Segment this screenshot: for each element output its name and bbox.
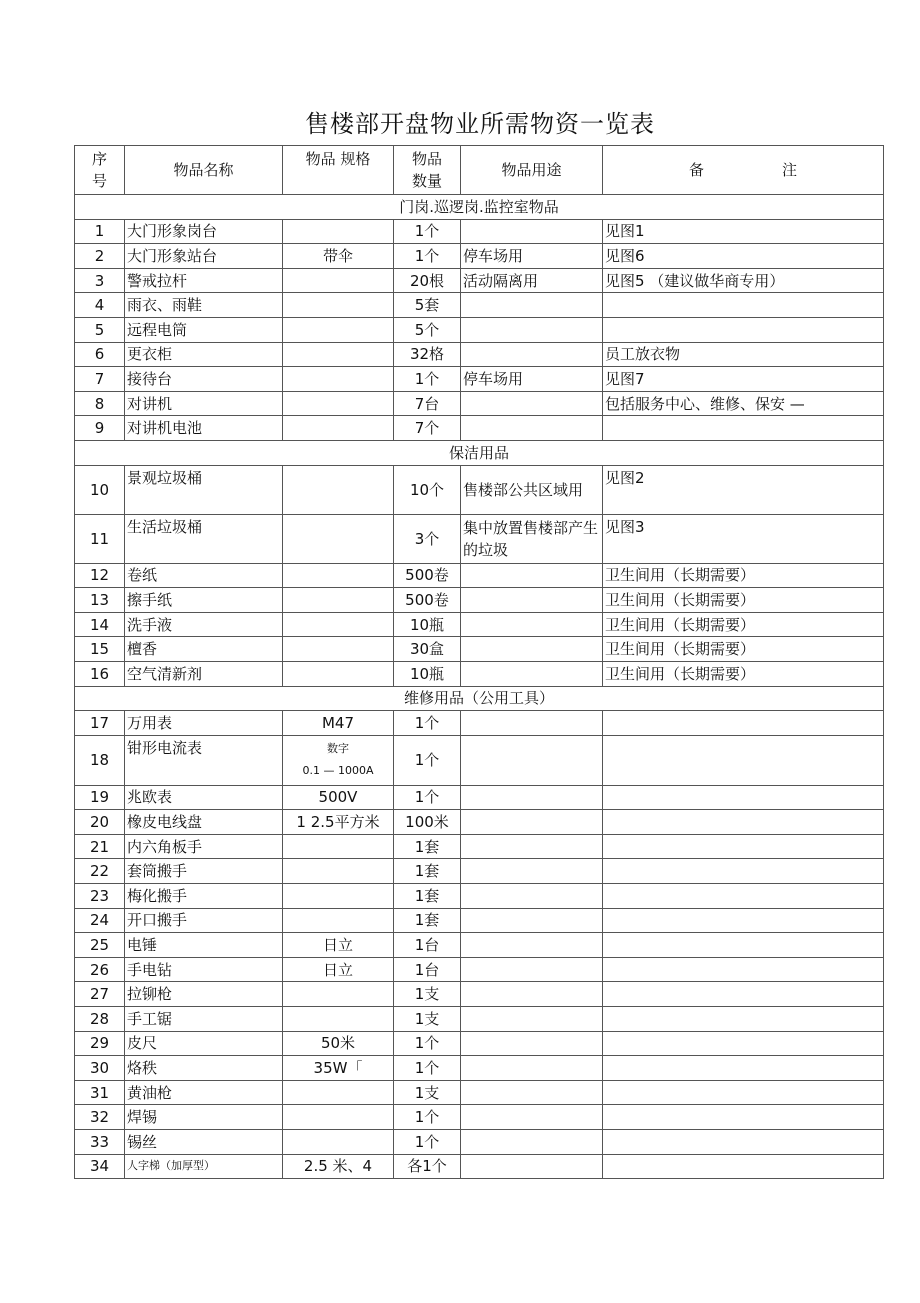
cell-name: 更衣柜 [125,342,283,367]
cell-note: 包括服务中心、维修、保安 — [603,391,884,416]
cell-name: 内六角板手 [125,834,283,859]
cell-qty: 10个 [394,465,461,514]
table-row [75,637,884,662]
cell-name: 接待台 [125,367,283,392]
cell-use [461,637,603,662]
cell-spec: M47 [283,711,394,736]
cell-spec [283,514,394,563]
cell-spec [283,219,394,244]
cell-no: 15 [75,637,125,662]
cell-no: 23 [75,884,125,909]
cell-no: 1 [75,219,125,244]
table-row [75,661,884,686]
table-row [75,612,884,637]
cell-spec [283,1080,394,1105]
cell-use [461,391,603,416]
cell-spec [283,661,394,686]
cell-name: 烙秩 [125,1056,283,1081]
cell-name: 远程电筒 [125,317,283,342]
cell-name: 大门形象岗台 [125,219,283,244]
header-qty [394,146,461,195]
cell-name: 橡皮电线盘 [125,810,283,835]
cell-note [603,1154,884,1179]
cell-use [461,588,603,613]
cell-no: 2 [75,244,125,269]
table-row [75,367,884,392]
cell-use [461,219,603,244]
table-row [75,735,884,785]
cell-note [603,1007,884,1032]
cell-spec [283,884,394,909]
cell-no: 6 [75,342,125,367]
cell-no: 4 [75,293,125,318]
cell-spec: 日立 [283,957,394,982]
cell-name: 万用表 [125,711,283,736]
cell-qty: 20根 [394,268,461,293]
cell-note [603,1130,884,1155]
cell-qty: 500卷 [394,588,461,613]
cell-spec [283,588,394,613]
cell-no: 7 [75,367,125,392]
table-row [75,884,884,909]
cell-spec [283,465,394,514]
cell-use [461,785,603,810]
cell-note: 见图1 [603,219,884,244]
cell-name: 卷纸 [125,563,283,588]
cell-qty: 32格 [394,342,461,367]
cell-spec [283,1130,394,1155]
cell-spec: 500V [283,785,394,810]
cell-qty: 7个 [394,416,461,441]
header-spec: 物品 规格 [283,146,394,195]
cell-note [603,933,884,958]
section-title: 保洁用品 [75,440,884,465]
section-row [75,686,884,711]
cell-name: 大门形象站台 [125,244,283,269]
cell-name: 手工锯 [125,1007,283,1032]
cell-use [461,293,603,318]
cell-no: 17 [75,711,125,736]
cell-use [461,735,603,785]
cell-no: 16 [75,661,125,686]
table-row [75,1105,884,1130]
table-row [75,957,884,982]
cell-use: 活动隔离用 [461,268,603,293]
cell-no: 28 [75,1007,125,1032]
cell-use [461,612,603,637]
cell-no: 12 [75,563,125,588]
cell-spec-bottom: 0.1 — 1000A [302,764,374,778]
cell-spec [283,859,394,884]
cell-spec [283,367,394,392]
cell-use [461,859,603,884]
cell-qty: 1个 [394,711,461,736]
cell-note [603,1105,884,1130]
cell-spec-top: 数字 [327,742,349,756]
cell-qty: 1套 [394,859,461,884]
cell-use [461,1056,603,1081]
cell-use [461,711,603,736]
cell-no: 11 [75,514,125,563]
cell-note: 见图2 [603,465,884,514]
cell-name: 警戒拉杆 [125,268,283,293]
cell-note: 卫生间用（长期需要） [603,637,884,662]
table-row [75,982,884,1007]
cell-spec [283,293,394,318]
cell-name: 皮尺 [125,1031,283,1056]
cell-note [603,416,884,441]
cell-use [461,416,603,441]
cell-no: 19 [75,785,125,810]
cell-no: 32 [75,1105,125,1130]
table-row [75,219,884,244]
table-row [75,1080,884,1105]
cell-use [461,1031,603,1056]
header-note-b: 注 [782,161,798,179]
cell-name: 檀香 [125,637,283,662]
cell-name: 梅化搬手 [125,884,283,909]
table-row [75,1056,884,1081]
cell-name: 锡丝 [125,1130,283,1155]
cell-name: 雨衣、雨鞋 [125,293,283,318]
cell-name: 对讲机 [125,391,283,416]
cell-no: 30 [75,1056,125,1081]
cell-note: 卫生间用（长期需要） [603,588,884,613]
cell-no: 24 [75,908,125,933]
section-row [75,440,884,465]
cell-qty: 1个 [394,785,461,810]
cell-use [461,1154,603,1179]
cell-name: 人字梯（加厚型） [125,1154,283,1179]
cell-note [603,293,884,318]
cell-qty: 1台 [394,957,461,982]
cell-name: 开口搬手 [125,908,283,933]
header-note-a: 备 [688,161,704,179]
cell-qty: 5套 [394,293,461,318]
cell-note: 见图7 [603,367,884,392]
cell-name: 生活垃圾桶 [125,514,283,563]
cell-spec: 1 2.5平方米 [283,810,394,835]
cell-use [461,563,603,588]
cell-spec [283,391,394,416]
cell-qty: 10瓶 [394,612,461,637]
cell-spec [283,563,394,588]
cell-use [461,317,603,342]
section-title: 维修用品（公用工具） [75,686,884,711]
cell-spec [283,612,394,637]
cell-qty: 7台 [394,391,461,416]
section-title: 门岗.巡逻岗.监控室物品 [75,195,884,220]
cell-name: 电锤 [125,933,283,958]
section-row [75,195,884,220]
cell-spec: 日立 [283,933,394,958]
cell-no: 18 [75,735,125,785]
cell-spec: 带伞 [283,244,394,269]
cell-note [603,317,884,342]
table-row [75,834,884,859]
cell-note [603,810,884,835]
header-seq-line2: 号 [91,172,107,190]
cell-qty: 1支 [394,982,461,1007]
cell-qty: 1套 [394,884,461,909]
cell-note [603,1031,884,1056]
cell-qty: 30盒 [394,637,461,662]
cell-no: 31 [75,1080,125,1105]
cell-spec [283,342,394,367]
cell-note: 卫生间用（长期需要） [603,612,884,637]
table-row [75,293,884,318]
header-seq [75,146,125,195]
cell-no: 29 [75,1031,125,1056]
cell-spec [283,834,394,859]
cell-note: 见图6 [603,244,884,269]
cell-qty: 10瓶 [394,661,461,686]
cell-use [461,1080,603,1105]
cell-name: 拉铆枪 [125,982,283,1007]
cell-qty: 1个 [394,244,461,269]
header-qty-line1: 物品 [411,150,442,168]
cell-use [461,908,603,933]
table-body [75,146,884,1179]
table-row [75,908,884,933]
cell-note [603,908,884,933]
cell-spec [283,317,394,342]
cell-spec [283,982,394,1007]
header-note [603,146,884,195]
cell-name: 对讲机电池 [125,416,283,441]
cell-no: 13 [75,588,125,613]
table-row [75,465,884,514]
cell-note [603,1056,884,1081]
cell-no: 9 [75,416,125,441]
cell-use [461,1105,603,1130]
table-row [75,416,884,441]
page-title: 售楼部开盘物业所需物资一览表 [305,110,655,138]
cell-no: 25 [75,933,125,958]
table-row [75,785,884,810]
cell-name: 钳形电流表 [125,735,283,785]
cell-use [461,982,603,1007]
table-row [75,317,884,342]
table-row [75,244,884,269]
cell-qty: 1支 [394,1080,461,1105]
cell-note [603,884,884,909]
cell-note: 卫生间用（长期需要） [603,563,884,588]
cell-spec [283,1105,394,1130]
cell-qty: 各1个 [394,1154,461,1179]
table-row [75,1130,884,1155]
cell-spec [283,416,394,441]
cell-name: 擦手纸 [125,588,283,613]
table-row [75,514,884,563]
cell-use: 停车场用 [461,367,603,392]
cell-use [461,884,603,909]
cell-note [603,1080,884,1105]
cell-name: 焊锡 [125,1105,283,1130]
cell-name: 黄油枪 [125,1080,283,1105]
cell-note [603,834,884,859]
cell-qty: 1个 [394,1031,461,1056]
cell-use [461,661,603,686]
cell-qty: 1个 [394,1056,461,1081]
cell-use [461,1007,603,1032]
cell-use [461,957,603,982]
cell-note: 见图5 （建议做华商专用） [603,268,884,293]
cell-note [603,711,884,736]
cell-name: 套筒搬手 [125,859,283,884]
cell-name: 景观垃圾桶 [125,465,283,514]
cell-note: 员工放衣物 [603,342,884,367]
cell-qty: 500卷 [394,563,461,588]
cell-no: 10 [75,465,125,514]
cell-qty: 100米 [394,810,461,835]
cell-use: 停车场用 [461,244,603,269]
cell-qty: 1套 [394,908,461,933]
cell-note: 见图3 [603,514,884,563]
table-row [75,711,884,736]
cell-no: 21 [75,834,125,859]
cell-note [603,735,884,785]
cell-note [603,859,884,884]
cell-use [461,834,603,859]
cell-spec [283,268,394,293]
header-row [75,146,884,195]
cell-no: 26 [75,957,125,982]
cell-no: 3 [75,268,125,293]
cell-note: 卫生间用（长期需要） [603,661,884,686]
header-qty-line2: 数量 [411,172,442,190]
cell-spec: 35W「 [283,1056,394,1081]
cell-spec [283,637,394,662]
table-row [75,859,884,884]
cell-qty: 1个 [394,219,461,244]
cell-use: 集中放置售楼部产生的垃圾 [461,514,603,563]
cell-no: 20 [75,810,125,835]
cell-no: 8 [75,391,125,416]
table-row [75,563,884,588]
cell-no: 14 [75,612,125,637]
cell-spec [283,735,394,785]
cell-note [603,982,884,1007]
cell-use: 售楼部公共区域用 [461,465,603,514]
cell-no: 27 [75,982,125,1007]
table-row [75,1031,884,1056]
cell-qty: 1个 [394,1105,461,1130]
cell-name: 空气清新剂 [125,661,283,686]
cell-qty: 1个 [394,735,461,785]
table-row [75,1007,884,1032]
cell-name: 洗手液 [125,612,283,637]
cell-spec: 2.5 米、4 [283,1154,394,1179]
table-row [75,588,884,613]
cell-qty: 3个 [394,514,461,563]
cell-name: 兆欧表 [125,785,283,810]
cell-use [461,1130,603,1155]
cell-no: 34 [75,1154,125,1179]
cell-spec [283,1007,394,1032]
cell-spec [283,908,394,933]
cell-qty: 1个 [394,1130,461,1155]
cell-use [461,933,603,958]
header-name: 物品名称 [125,146,283,195]
supplies-table [74,145,884,1179]
table-row [75,810,884,835]
cell-no: 5 [75,317,125,342]
cell-note [603,957,884,982]
cell-name: 手电钻 [125,957,283,982]
table-row [75,342,884,367]
header-seq-line1: 序 [91,150,107,168]
cell-qty: 1套 [394,834,461,859]
table-row [75,391,884,416]
cell-use [461,342,603,367]
cell-use [461,810,603,835]
header-use: 物品用途 [461,146,603,195]
table-row [75,1154,884,1179]
cell-qty: 5个 [394,317,461,342]
cell-qty: 1支 [394,1007,461,1032]
cell-note [603,785,884,810]
cell-no: 22 [75,859,125,884]
table-row [75,933,884,958]
cell-no: 33 [75,1130,125,1155]
cell-qty: 1个 [394,367,461,392]
cell-qty: 1台 [394,933,461,958]
cell-spec: 50米 [283,1031,394,1056]
table-row [75,268,884,293]
